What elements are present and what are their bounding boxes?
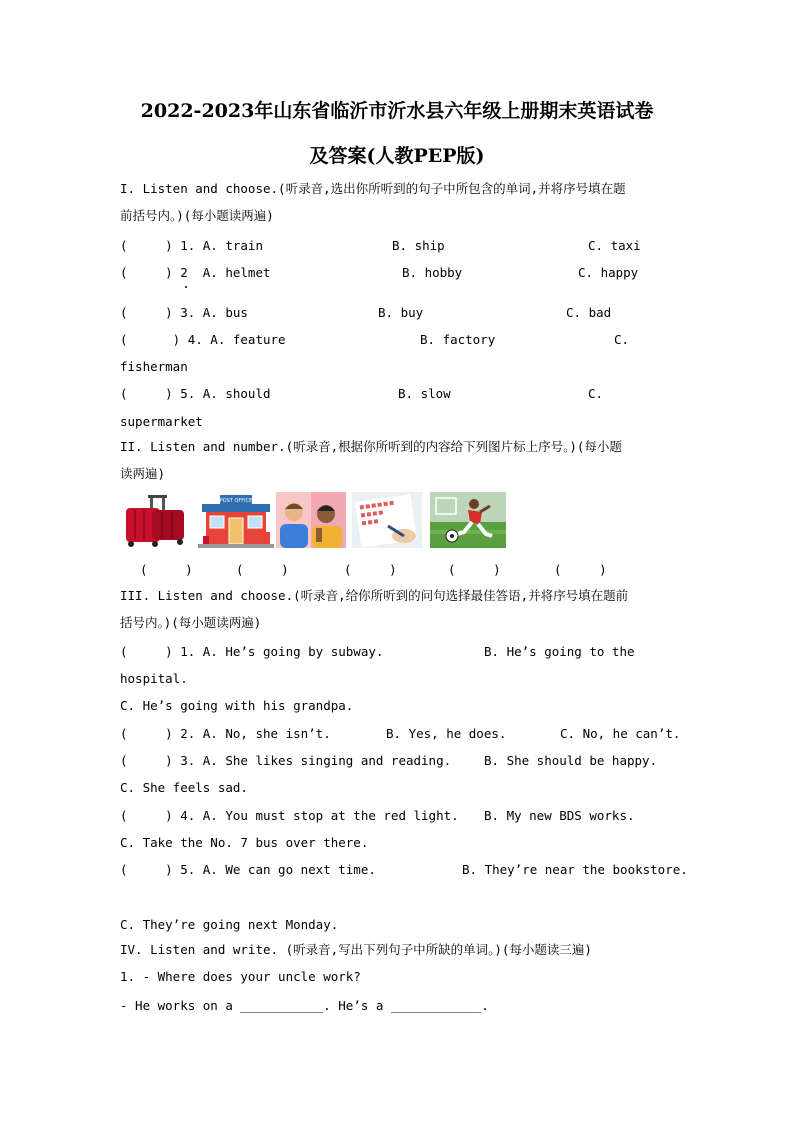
s1-q5-a: ( ) 5. A. should — [120, 386, 271, 401]
s4-q1-question: 1. - Where does your uncle work? — [120, 969, 361, 984]
s3-q2-a: ( ) 2. A. No, she isn’t. — [120, 726, 331, 741]
picture4-answer-blank[interactable]: ( ) — [448, 562, 501, 577]
picture3-answer-blank[interactable]: ( ) — [344, 562, 397, 577]
picture1-answer-blank[interactable]: ( ) — [140, 562, 193, 577]
s1-q1-c: C. taxi — [588, 238, 641, 253]
s3-q1-a: ( ) 1. A. He’s going by subway. — [120, 644, 384, 659]
section3-heading: III. Listen and choose.(听录音,给你所听到的问句选择最佳答语,并将序号填在题前 — [120, 588, 629, 603]
s1-q4-c-cont: fisherman — [120, 359, 188, 374]
section2-heading: II. Listen and number.(听录音,根据你所听到的内容给下列图片标上序号。)(每小题 — [120, 439, 622, 454]
s1-q2-a: ( ) 2 A. helmet — [120, 265, 271, 280]
s3-q5-b: B. They’re near the bookstore. — [462, 862, 688, 877]
s3-q4-a: ( ) 4. A. You must stop at the red light. — [120, 808, 459, 823]
s3-q3-a: ( ) 3. A. She likes singing and reading. — [120, 753, 452, 768]
section1-heading-cont: 前括号内。)(每小题读两遍) — [120, 208, 274, 223]
s1-q5-c: C. — [588, 386, 604, 401]
s1-q5-c-cont: supermarket — [120, 414, 203, 429]
s3-q4-b: B. My new BDS works. — [484, 808, 635, 823]
s3-q2-b: B. Yes, he does. — [386, 726, 507, 741]
s1-q5-b: B. slow — [398, 386, 451, 401]
picture5-answer-blank[interactable]: ( ) — [554, 562, 607, 577]
s1-q4-c: C. — [614, 332, 630, 347]
s1-q4-a: ( ) 4. A. feature — [120, 332, 286, 347]
section3-heading-cont: 括号内。)(每小题读两遍) — [120, 615, 262, 630]
s1-q2-b: B. hobby — [402, 265, 463, 280]
section2-heading-cont: 读两遍) — [120, 466, 166, 481]
s1-q3-b: B. buy — [378, 305, 424, 320]
s3-q4-c: C. Take the No. 7 bus over there. — [120, 835, 369, 850]
s1-q1-a: ( ) 1. A. train — [120, 238, 263, 253]
s3-q5-c: C. They’re going next Monday. — [120, 917, 339, 932]
suitcase-picture — [122, 492, 192, 548]
s1-q4-b: B. factory — [420, 332, 496, 347]
s3-q1-c: C. He’s going with his grandpa. — [120, 698, 354, 713]
section1-heading: I. Listen and choose.(听录音,选出你所听到的句子中所包含的单词,并将序号填在题 — [120, 181, 626, 196]
s1-q3-c: C. bad — [566, 305, 612, 320]
s3-q5-a: ( ) 5. A. We can go next time. — [120, 862, 376, 877]
picture2-answer-blank[interactable]: ( ) — [236, 562, 289, 577]
page-title-line2: 及答案(人教PEP版) — [309, 145, 485, 167]
s3-q1-b: B. He’s going to the — [484, 644, 635, 659]
decimal-dot — [185, 286, 187, 288]
post-office-sign: POST OFFICE — [219, 498, 253, 504]
s3-q3-c: C. She feels sad. — [120, 780, 248, 795]
page-title: 2022-2023年山东省临沂市沂水县六年级上册期末英语试卷 — [140, 100, 654, 122]
section4-heading: IV. Listen and write. (听录音,写出下列句子中所缺的单词。)(每小题读三遍) — [120, 942, 592, 957]
s3-q3-b: B. She should be happy. — [484, 753, 658, 768]
s4-q1-answer: - He works on a ___________. He’s a ____________. — [120, 998, 489, 1013]
s3-q1-b-cont: hospital. — [120, 671, 188, 686]
s1-q1-b: B. ship — [392, 238, 445, 253]
s1-q2-c: C. happy — [578, 265, 639, 280]
two-people-talking-picture — [276, 492, 346, 548]
football-player-picture — [430, 492, 506, 548]
post-office-picture — [198, 492, 274, 548]
s3-q2-c: C. No, he can’t. — [560, 726, 681, 741]
writing-form-picture — [352, 492, 422, 548]
s1-q3-a: ( ) 3. A. bus — [120, 305, 248, 320]
